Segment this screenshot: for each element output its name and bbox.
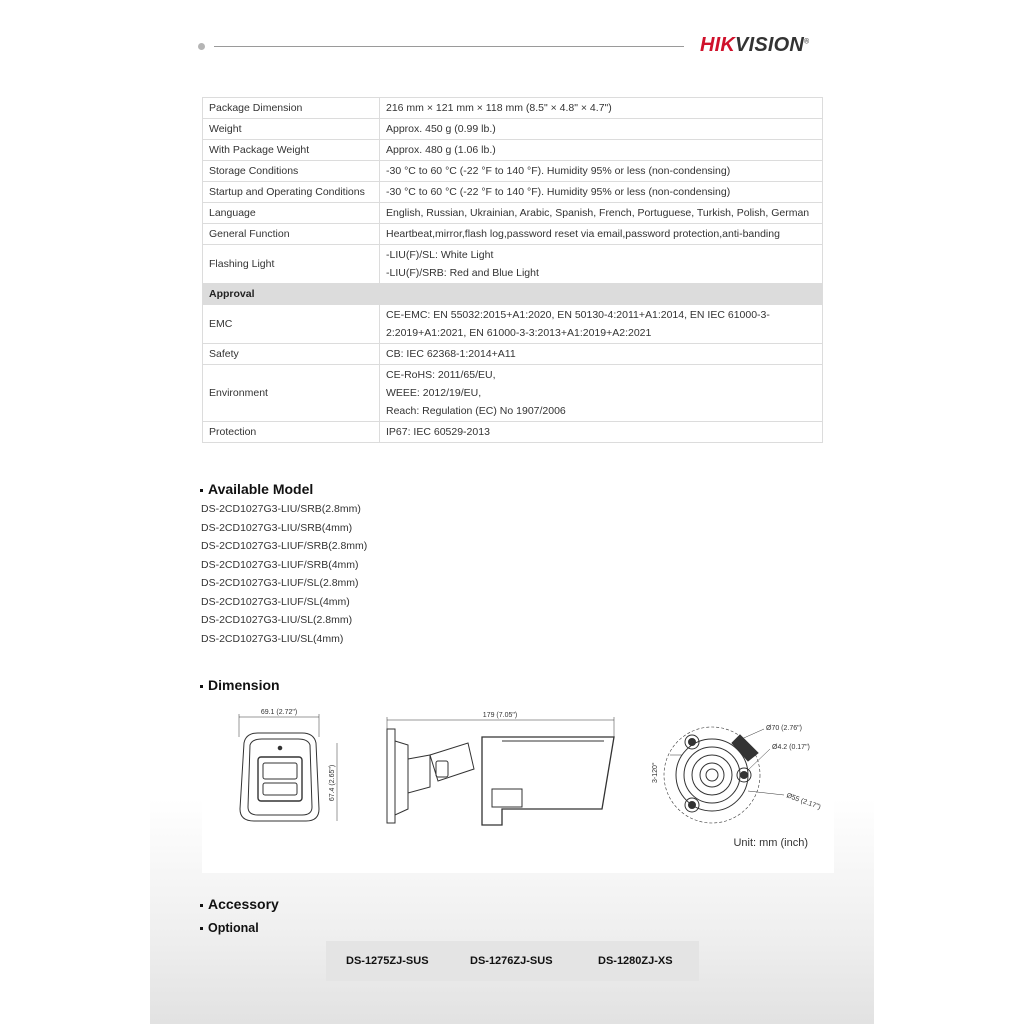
spec-row [203, 245, 823, 284]
accessory-heading: Accessory [200, 896, 279, 912]
header-dot [198, 43, 205, 50]
spec-row [203, 161, 823, 182]
d42-label: Ø4.2 (0.17") [772, 744, 810, 751]
spec-row [203, 305, 823, 344]
spec-value: Heartbeat,mirror,flash log,password reset via email,password protection,anti-banding [380, 224, 823, 245]
bullet-icon [200, 685, 203, 688]
spec-value: CB: IEC 62368-1:2014+A11 [380, 344, 823, 365]
model-item: DS-2CD1027G3-LIUF/SRB(4mm) [201, 558, 359, 571]
spec-value: English, Russian, Ukrainian, Arabic, Spanish, French, Portuguese, Turkish, Polish, German [380, 203, 823, 224]
dimension-heading: Dimension [200, 677, 280, 693]
height-label: 67.4 (2.65") [329, 764, 336, 802]
spec-key: With Package Weight [203, 140, 380, 161]
model-item: DS-2CD1027G3-LIUF/SL(4mm) [201, 595, 350, 608]
spec-row [203, 203, 823, 224]
spec-key: EMC [203, 305, 380, 344]
spec-key: Safety [203, 344, 380, 365]
spec-row [203, 344, 823, 365]
approval-section-header [203, 284, 823, 305]
bullet-icon [200, 904, 203, 907]
d55-label: Ø55 (2.17") [785, 792, 822, 812]
d70-label: Ø70 (2.76") [766, 725, 802, 732]
dimension-drawing [202, 697, 834, 873]
length-label: 179 (7.05") [482, 712, 518, 719]
accessory-item: DS-1275ZJ-SUS [346, 955, 429, 967]
unit-label: Unit: mm (inch) [733, 837, 808, 849]
model-list [201, 500, 367, 648]
spec-key: Storage Conditions [203, 161, 380, 182]
optional-subheading: Optional [200, 921, 259, 935]
bolt-angle-label: 3-120° [652, 762, 659, 783]
spec-key: Language [203, 203, 380, 224]
spec-row [203, 140, 823, 161]
spec-value-line: CE-RoHS: 2011/65/EU, [386, 369, 496, 381]
model-item: DS-2CD1027G3-LIU/SL(4mm) [201, 632, 344, 645]
bullet-icon [200, 927, 203, 930]
accessory-item: DS-1280ZJ-XS [598, 955, 673, 967]
model-item: DS-2CD1027G3-LIU/SRB(4mm) [201, 521, 353, 534]
accessory-bar [326, 941, 699, 981]
spec-key: Protection [203, 422, 380, 443]
accessory-item: DS-1276ZJ-SUS [470, 955, 553, 967]
spec-row [203, 119, 823, 140]
available-model-heading: Available Model [200, 481, 313, 497]
model-item: DS-2CD1027G3-LIU/SL(2.8mm) [201, 614, 353, 626]
spec-key: Flashing Light [203, 245, 380, 284]
spec-value [380, 245, 823, 284]
spec-row [203, 98, 823, 119]
spec-row [203, 422, 823, 443]
spec-value-line: Reach: Regulation (EC) No 1907/2006 [386, 405, 566, 417]
spec-value: 216 mm × 121 mm × 118 mm (8.5" × 4.8" × 4.7") [380, 98, 823, 119]
spec-value [380, 365, 823, 422]
spec-value-line: WEEE: 2012/19/EU, [386, 387, 482, 399]
spec-value: -30 °C to 60 °C (-22 °F to 140 °F). Humidity 95% or less (non-condensing) [380, 161, 823, 182]
spec-key: Environment [203, 365, 380, 422]
spec-key: Startup and Operating Conditions [203, 182, 380, 203]
width-label: 69.1 (2.72") [260, 709, 298, 716]
model-item: DS-2CD1027G3-LIUF/SL(2.8mm) [201, 577, 359, 589]
spec-value: -30 °C to 60 °C (-22 °F to 140 °F). Humidity 95% or less (non-condensing) [380, 182, 823, 203]
approval-title: Approval [203, 284, 823, 305]
side-view [387, 717, 614, 825]
spec-row [203, 224, 823, 245]
spec-row [203, 182, 823, 203]
spec-value: IP67: IEC 60529-2013 [380, 422, 823, 443]
spec-value: Approx. 480 g (1.06 lb.) [380, 140, 823, 161]
spec-key: General Function [203, 224, 380, 245]
model-item: DS-2CD1027G3-LIU/SRB(2.8mm) [201, 503, 361, 515]
spec-table [202, 97, 823, 443]
spec-value-line: -LIU(F)/SL: White Light [386, 249, 494, 261]
model-item: DS-2CD1027G3-LIUF/SRB(2.8mm) [201, 540, 368, 552]
spec-key: Package Dimension [203, 98, 380, 119]
spec-value-line: -LIU(F)/SRB: Red and Blue Light [386, 267, 539, 279]
spec-key: Weight [203, 119, 380, 140]
spec-row [203, 365, 823, 422]
hikvision-logo: HIKVISION® [700, 34, 810, 56]
bullet-icon [200, 489, 203, 492]
base-view [664, 727, 784, 823]
spec-value: Approx. 450 g (0.99 lb.) [380, 119, 823, 140]
header-rule [214, 46, 684, 47]
spec-value: CE-EMC: EN 55032:2015+A1:2020, EN 50130-4:2011+A1:2014, EN IEC 61000-3-2:2019+A1:2021, EN 61000-3-3:2013+A1:2019+A2:2021 [380, 305, 823, 344]
front-view [239, 714, 337, 821]
